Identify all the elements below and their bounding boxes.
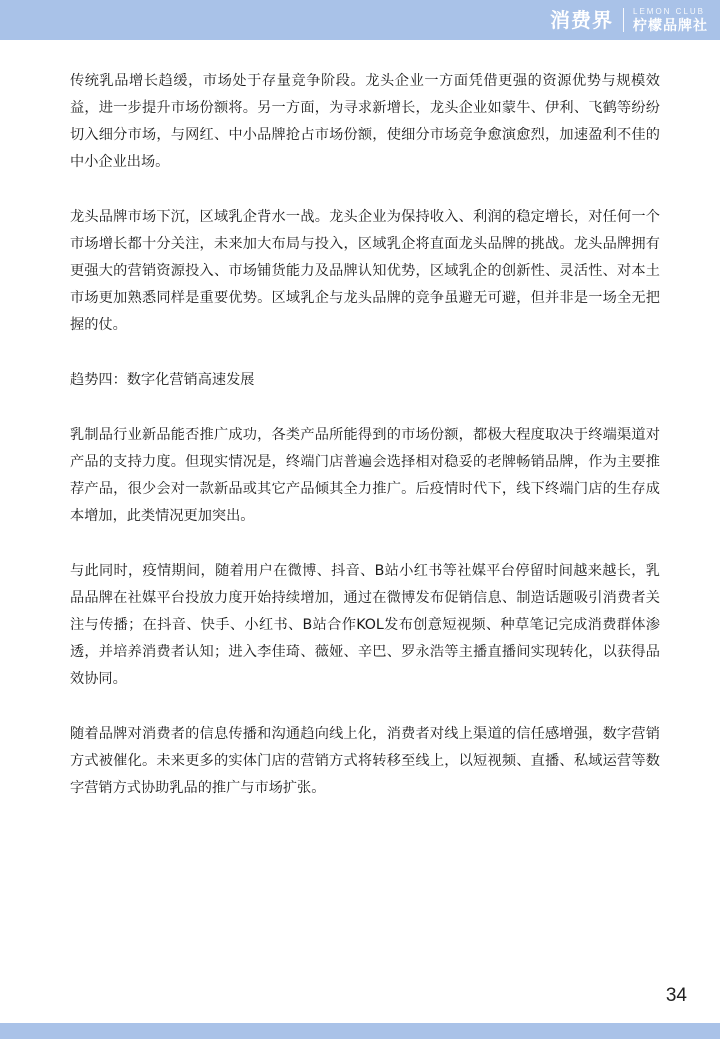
paragraph-2: 龙头品牌市场下沉，区域乳企背水一战。龙头企业为保持收入、利润的稳定增长，对任何一个市场增长都十分关注，未来加大布局与投入，区域乳企将直面龙头品牌的挑战。龙头品牌拥有更强大的营销资源投入、市场铺货能力及品牌认知优势，区域乳企的创新性、灵活性、对本土市场更加熟悉同样是重要优势。区域乳企与龙头品牌的竞争虽避无可避，但并非是一场全无把握的仗。	[70, 209, 660, 333]
logo-right-block	[633, 8, 708, 33]
logo-divider	[623, 8, 624, 32]
body-content	[70, 68, 660, 830]
section-heading: 趋势四：数字化营销高速发展	[70, 372, 255, 388]
logo-en-text: LEMON CLUB	[633, 6, 706, 16]
logo-club-text: 柠檬品牌社	[633, 17, 708, 34]
paragraph-5: 随着品牌对消费者的信息传播和沟通趋向线上化，消费者对线上渠道的信任感增强，数字营销方式被催化。未来更多的实体门店的营销方式将转移至线上，以短视频、直播、私域运营等数字营销方式协助乳品的推广与市场扩张。	[70, 726, 660, 796]
footer-band	[0, 1023, 720, 1039]
brand-logo	[550, 4, 708, 36]
page-number: 34	[665, 985, 687, 1006]
paragraph-3: 乳制品行业新品能否推广成功，各类产品所能得到的市场份额，都极大程度取决于终端渠道对产品的支持力度。但现实情况是，终端门店普遍会选择相对稳妥的老牌畅销品牌，作为主要推荐产品，很少会对一款新品或其它产品倾其全力推广。后疫情时代下，线下终端门店的生存成本增加，此类情况更加突出。	[70, 427, 660, 524]
paragraph-4: 与此同时，疫情期间，随着用户在微博、抖音、B站小红书等社媒平台停留时间越来越长，乳品品牌在社媒平台投放力度开始持续增加，通过在微博发布促销信息、制造话题吸引消费者关注与传播；在抖音、快手、小红书、B站合作KOL发布创意短视频、种草笔记完成消费群体渗透，并培养消费者认知；进入李佳琦、薇娅、辛巴、罗永浩等主播直播间实现转化，以获得品效协同。	[70, 563, 660, 687]
paragraph-1: 传统乳品增长趋缓，市场处于存量竞争阶段。龙头企业一方面凭借更强的资源优势与规模效益，进一步提升市场份额将。另一方面，为寻求新增长，龙头企业如蒙牛、伊利、飞鹤等纷纷切入细分市场，与网红、中小品牌抢占市场份额，使细分市场竞争愈演愈烈，加速盈利不佳的中小企业出场。	[70, 73, 660, 170]
header-band	[0, 0, 720, 40]
logo-cn-text: 消费界	[550, 8, 613, 32]
